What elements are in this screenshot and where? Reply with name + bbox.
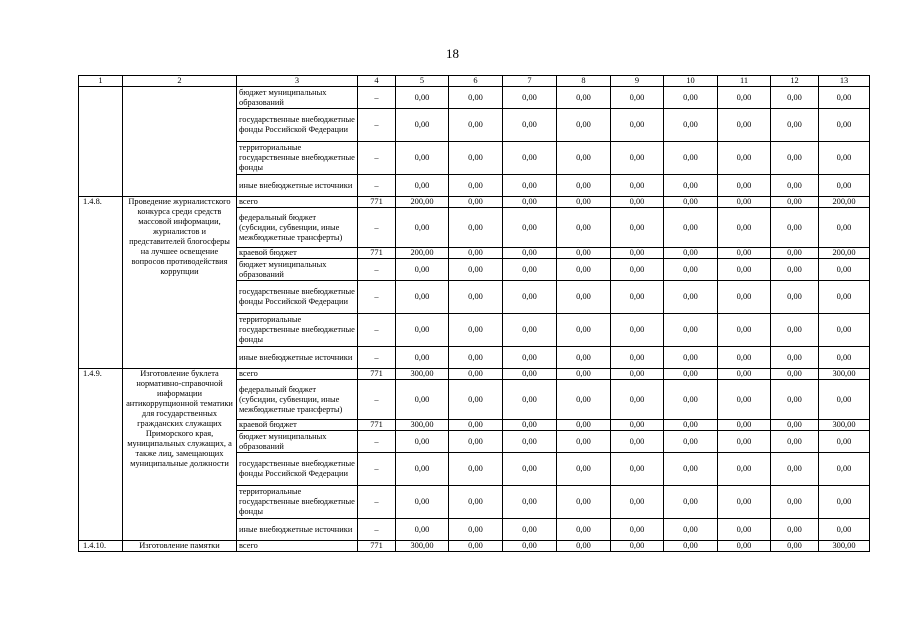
value-cell: 0,00 bbox=[557, 197, 611, 208]
value-cell: 0,00 bbox=[664, 142, 718, 175]
value-cell: 0,00 bbox=[819, 109, 870, 142]
header-cell: 2 bbox=[123, 76, 237, 87]
value-cell: 0,00 bbox=[771, 281, 819, 314]
code-cell: – bbox=[358, 519, 396, 541]
value-cell: 0,00 bbox=[611, 109, 664, 142]
value-cell: 0,00 bbox=[449, 109, 503, 142]
value-cell: 0,00 bbox=[771, 519, 819, 541]
value-cell: 0,00 bbox=[503, 259, 557, 281]
code-cell: – bbox=[358, 109, 396, 142]
value-cell: 0,00 bbox=[718, 420, 771, 431]
value-cell: 0,00 bbox=[664, 369, 718, 380]
value-cell: 0,00 bbox=[771, 248, 819, 259]
value-cell: 0,00 bbox=[557, 109, 611, 142]
value-cell: 200,00 bbox=[396, 197, 449, 208]
value-cell: 0,00 bbox=[664, 281, 718, 314]
value-cell: 0,00 bbox=[557, 369, 611, 380]
value-cell: 0,00 bbox=[819, 87, 870, 109]
value-cell: 0,00 bbox=[557, 541, 611, 552]
value-cell: 0,00 bbox=[449, 486, 503, 519]
funding-source-cell: федеральный бюджет (субсидии, субвенции, иные межбюджетные трансферты) bbox=[237, 208, 358, 248]
code-cell: – bbox=[358, 281, 396, 314]
code-cell: – bbox=[358, 431, 396, 453]
code-cell: – bbox=[358, 314, 396, 347]
value-cell: 300,00 bbox=[396, 541, 449, 552]
value-cell: 0,00 bbox=[396, 281, 449, 314]
value-cell: 0,00 bbox=[718, 453, 771, 486]
code-cell: – bbox=[358, 486, 396, 519]
header-row bbox=[79, 76, 870, 87]
value-cell: 0,00 bbox=[449, 87, 503, 109]
value-cell: 0,00 bbox=[611, 453, 664, 486]
value-cell: 0,00 bbox=[718, 142, 771, 175]
value-cell: 0,00 bbox=[718, 369, 771, 380]
value-cell: 0,00 bbox=[396, 208, 449, 248]
value-cell: 0,00 bbox=[771, 197, 819, 208]
value-cell: 0,00 bbox=[819, 431, 870, 453]
funding-source-cell: бюджет муниципальных образований bbox=[237, 431, 358, 453]
value-cell: 0,00 bbox=[557, 87, 611, 109]
funding-source-cell: государственные внебюджетные фонды Российской Федерации bbox=[237, 109, 358, 142]
table-body bbox=[79, 76, 870, 552]
value-cell: 0,00 bbox=[557, 380, 611, 420]
value-cell: 0,00 bbox=[503, 87, 557, 109]
value-cell: 0,00 bbox=[664, 197, 718, 208]
value-cell: 0,00 bbox=[771, 87, 819, 109]
value-cell: 0,00 bbox=[557, 420, 611, 431]
value-cell: 0,00 bbox=[396, 380, 449, 420]
value-cell: 0,00 bbox=[819, 519, 870, 541]
value-cell: 0,00 bbox=[611, 347, 664, 369]
value-cell: 0,00 bbox=[557, 486, 611, 519]
value-cell: 0,00 bbox=[449, 197, 503, 208]
value-cell: 0,00 bbox=[503, 142, 557, 175]
header-cell: 5 bbox=[396, 76, 449, 87]
value-cell: 0,00 bbox=[771, 142, 819, 175]
code-cell: 771 bbox=[358, 420, 396, 431]
funding-source-cell: всего bbox=[237, 369, 358, 380]
funding-source-cell: территориальные государственные внебюджетные фонды bbox=[237, 486, 358, 519]
funding-source-cell: территориальные государственные внебюджетные фонды bbox=[237, 314, 358, 347]
value-cell: 0,00 bbox=[557, 314, 611, 347]
value-cell: 0,00 bbox=[557, 248, 611, 259]
table-row bbox=[79, 197, 870, 208]
header-cell: 11 bbox=[718, 76, 771, 87]
value-cell: 0,00 bbox=[557, 519, 611, 541]
value-cell: 0,00 bbox=[449, 248, 503, 259]
funding-source-cell: краевой бюджет bbox=[237, 248, 358, 259]
value-cell: 0,00 bbox=[611, 486, 664, 519]
value-cell: 0,00 bbox=[611, 431, 664, 453]
value-cell: 0,00 bbox=[718, 347, 771, 369]
code-cell: – bbox=[358, 453, 396, 486]
value-cell: 0,00 bbox=[396, 142, 449, 175]
value-cell: 0,00 bbox=[718, 281, 771, 314]
value-cell: 0,00 bbox=[449, 380, 503, 420]
value-cell: 0,00 bbox=[819, 281, 870, 314]
value-cell: 0,00 bbox=[664, 541, 718, 552]
header-cell: 8 bbox=[557, 76, 611, 87]
value-cell: 0,00 bbox=[396, 519, 449, 541]
code-cell: 771 bbox=[358, 541, 396, 552]
funding-source-cell: всего bbox=[237, 197, 358, 208]
funding-source-cell: бюджет муниципальных образований bbox=[237, 87, 358, 109]
value-cell: 0,00 bbox=[819, 347, 870, 369]
item-name-cell: Проведение журналистского конкурса среди средств массовой информации, журналистов и представителей блогосферы на лучшее освещение вопросов противодействия коррупции bbox=[123, 197, 237, 369]
code-cell: 771 bbox=[358, 248, 396, 259]
value-cell: 0,00 bbox=[503, 380, 557, 420]
header-cell: 6 bbox=[449, 76, 503, 87]
value-cell: 0,00 bbox=[664, 431, 718, 453]
value-cell: 0,00 bbox=[611, 87, 664, 109]
value-cell: 0,00 bbox=[611, 197, 664, 208]
value-cell: 0,00 bbox=[771, 369, 819, 380]
value-cell: 0,00 bbox=[449, 314, 503, 347]
value-cell: 0,00 bbox=[664, 259, 718, 281]
value-cell: 0,00 bbox=[718, 380, 771, 420]
value-cell: 0,00 bbox=[819, 208, 870, 248]
code-cell: – bbox=[358, 175, 396, 197]
value-cell: 0,00 bbox=[718, 314, 771, 347]
value-cell: 0,00 bbox=[449, 142, 503, 175]
value-cell: 0,00 bbox=[449, 453, 503, 486]
value-cell: 0,00 bbox=[503, 109, 557, 142]
value-cell: 0,00 bbox=[396, 87, 449, 109]
code-cell: – bbox=[358, 87, 396, 109]
value-cell: 0,00 bbox=[771, 259, 819, 281]
value-cell: 0,00 bbox=[503, 453, 557, 486]
funding-source-cell: иные внебюджетные источники bbox=[237, 347, 358, 369]
value-cell: 0,00 bbox=[503, 248, 557, 259]
item-number-cell: 1.4.8. bbox=[79, 197, 123, 369]
value-cell: 0,00 bbox=[449, 175, 503, 197]
value-cell: 0,00 bbox=[718, 175, 771, 197]
value-cell: 0,00 bbox=[664, 314, 718, 347]
value-cell: 0,00 bbox=[771, 175, 819, 197]
budget-table bbox=[78, 75, 870, 552]
value-cell: 300,00 bbox=[819, 420, 870, 431]
value-cell: 300,00 bbox=[819, 369, 870, 380]
value-cell: 0,00 bbox=[664, 380, 718, 420]
header-cell: 7 bbox=[503, 76, 557, 87]
value-cell: 0,00 bbox=[718, 248, 771, 259]
value-cell: 0,00 bbox=[664, 453, 718, 486]
value-cell: 0,00 bbox=[771, 420, 819, 431]
code-cell: 771 bbox=[358, 197, 396, 208]
code-cell: – bbox=[358, 347, 396, 369]
table-row bbox=[79, 87, 870, 109]
code-cell: – bbox=[358, 259, 396, 281]
value-cell: 0,00 bbox=[449, 281, 503, 314]
code-cell: – bbox=[358, 142, 396, 175]
page-number: 18 bbox=[446, 46, 459, 61]
value-cell: 200,00 bbox=[396, 248, 449, 259]
value-cell: 0,00 bbox=[449, 259, 503, 281]
code-cell: 771 bbox=[358, 369, 396, 380]
header-cell: 1 bbox=[79, 76, 123, 87]
value-cell: 0,00 bbox=[503, 431, 557, 453]
value-cell: 0,00 bbox=[396, 486, 449, 519]
value-cell: 0,00 bbox=[449, 541, 503, 552]
item-name-cell bbox=[123, 87, 237, 197]
value-cell: 0,00 bbox=[449, 431, 503, 453]
value-cell: 300,00 bbox=[396, 420, 449, 431]
value-cell: 0,00 bbox=[503, 369, 557, 380]
value-cell: 0,00 bbox=[771, 347, 819, 369]
value-cell: 200,00 bbox=[819, 197, 870, 208]
value-cell: 0,00 bbox=[771, 541, 819, 552]
value-cell: 0,00 bbox=[718, 486, 771, 519]
value-cell: 0,00 bbox=[503, 281, 557, 314]
item-name-cell: Изготовление буклета нормативно-справочной информации антикоррупционной тематики для государственных гражданских служащих Приморского края, муниципальных служащих, а также лиц, замещающих муниципальные должности bbox=[123, 369, 237, 541]
value-cell: 0,00 bbox=[503, 420, 557, 431]
value-cell: 0,00 bbox=[718, 259, 771, 281]
table-row bbox=[79, 369, 870, 380]
header-cell: 10 bbox=[664, 76, 718, 87]
value-cell: 0,00 bbox=[771, 380, 819, 420]
value-cell: 0,00 bbox=[503, 486, 557, 519]
value-cell: 0,00 bbox=[557, 453, 611, 486]
value-cell: 0,00 bbox=[611, 259, 664, 281]
value-cell: 0,00 bbox=[611, 380, 664, 420]
value-cell: 0,00 bbox=[396, 314, 449, 347]
funding-source-cell: всего bbox=[237, 541, 358, 552]
value-cell: 0,00 bbox=[664, 420, 718, 431]
value-cell: 0,00 bbox=[664, 347, 718, 369]
value-cell: 0,00 bbox=[664, 519, 718, 541]
value-cell: 0,00 bbox=[449, 420, 503, 431]
value-cell: 0,00 bbox=[503, 197, 557, 208]
value-cell: 0,00 bbox=[503, 314, 557, 347]
value-cell: 0,00 bbox=[557, 175, 611, 197]
header-cell: 4 bbox=[358, 76, 396, 87]
value-cell: 0,00 bbox=[611, 142, 664, 175]
value-cell: 0,00 bbox=[819, 175, 870, 197]
value-cell: 0,00 bbox=[396, 175, 449, 197]
value-cell: 0,00 bbox=[718, 109, 771, 142]
value-cell: 0,00 bbox=[771, 453, 819, 486]
value-cell: 0,00 bbox=[557, 347, 611, 369]
value-cell: 0,00 bbox=[611, 175, 664, 197]
value-cell: 0,00 bbox=[396, 347, 449, 369]
value-cell: 0,00 bbox=[449, 369, 503, 380]
code-cell: – bbox=[358, 380, 396, 420]
funding-source-cell: краевой бюджет bbox=[237, 420, 358, 431]
item-name-cell: Изготовление памятки bbox=[123, 541, 237, 552]
item-number-cell bbox=[79, 87, 123, 197]
value-cell: 0,00 bbox=[664, 175, 718, 197]
value-cell: 0,00 bbox=[819, 453, 870, 486]
value-cell: 0,00 bbox=[718, 519, 771, 541]
value-cell: 0,00 bbox=[819, 314, 870, 347]
value-cell: 0,00 bbox=[449, 208, 503, 248]
value-cell: 0,00 bbox=[771, 208, 819, 248]
value-cell: 0,00 bbox=[611, 420, 664, 431]
value-cell: 0,00 bbox=[396, 259, 449, 281]
value-cell: 0,00 bbox=[771, 431, 819, 453]
value-cell: 0,00 bbox=[718, 197, 771, 208]
funding-source-cell: государственные внебюджетные фонды Российской Федерации bbox=[237, 453, 358, 486]
value-cell: 0,00 bbox=[664, 109, 718, 142]
value-cell: 0,00 bbox=[718, 431, 771, 453]
table-row bbox=[79, 541, 870, 552]
funding-source-cell: бюджет муниципальных образований bbox=[237, 259, 358, 281]
value-cell: 0,00 bbox=[396, 431, 449, 453]
value-cell: 0,00 bbox=[557, 431, 611, 453]
header-cell: 9 bbox=[611, 76, 664, 87]
value-cell: 0,00 bbox=[503, 175, 557, 197]
value-cell: 0,00 bbox=[449, 347, 503, 369]
value-cell: 0,00 bbox=[819, 380, 870, 420]
value-cell: 0,00 bbox=[611, 314, 664, 347]
value-cell: 0,00 bbox=[819, 259, 870, 281]
value-cell: 0,00 bbox=[396, 453, 449, 486]
value-cell: 0,00 bbox=[718, 541, 771, 552]
header-cell: 13 bbox=[819, 76, 870, 87]
value-cell: 0,00 bbox=[664, 87, 718, 109]
header-cell: 12 bbox=[771, 76, 819, 87]
funding-source-cell: территориальные государственные внебюджетные фонды bbox=[237, 142, 358, 175]
value-cell: 200,00 bbox=[819, 248, 870, 259]
value-cell: 0,00 bbox=[664, 486, 718, 519]
value-cell: 0,00 bbox=[557, 208, 611, 248]
value-cell: 0,00 bbox=[611, 541, 664, 552]
value-cell: 0,00 bbox=[718, 208, 771, 248]
code-cell: – bbox=[358, 208, 396, 248]
value-cell: 0,00 bbox=[819, 486, 870, 519]
value-cell: 0,00 bbox=[771, 109, 819, 142]
value-cell: 0,00 bbox=[611, 208, 664, 248]
value-cell: 0,00 bbox=[449, 519, 503, 541]
funding-source-cell: иные внебюджетные источники bbox=[237, 175, 358, 197]
item-number-cell: 1.4.10. bbox=[79, 541, 123, 552]
value-cell: 0,00 bbox=[664, 248, 718, 259]
value-cell: 0,00 bbox=[718, 87, 771, 109]
value-cell: 0,00 bbox=[771, 314, 819, 347]
funding-source-cell: федеральный бюджет (субсидии, субвенции, иные межбюджетные трансферты) bbox=[237, 380, 358, 420]
value-cell: 0,00 bbox=[503, 347, 557, 369]
value-cell: 0,00 bbox=[503, 541, 557, 552]
funding-source-cell: государственные внебюджетные фонды Российской Федерации bbox=[237, 281, 358, 314]
funding-source-cell: иные внебюджетные источники bbox=[237, 519, 358, 541]
value-cell: 300,00 bbox=[819, 541, 870, 552]
value-cell: 0,00 bbox=[664, 208, 718, 248]
value-cell: 0,00 bbox=[611, 369, 664, 380]
item-number-cell: 1.4.9. bbox=[79, 369, 123, 541]
value-cell: 0,00 bbox=[771, 486, 819, 519]
value-cell: 0,00 bbox=[503, 519, 557, 541]
value-cell: 0,00 bbox=[503, 208, 557, 248]
value-cell: 0,00 bbox=[611, 519, 664, 541]
value-cell: 300,00 bbox=[396, 369, 449, 380]
value-cell: 0,00 bbox=[611, 248, 664, 259]
value-cell: 0,00 bbox=[396, 109, 449, 142]
value-cell: 0,00 bbox=[557, 142, 611, 175]
value-cell: 0,00 bbox=[819, 142, 870, 175]
value-cell: 0,00 bbox=[557, 281, 611, 314]
header-cell: 3 bbox=[237, 76, 358, 87]
value-cell: 0,00 bbox=[557, 259, 611, 281]
value-cell: 0,00 bbox=[611, 281, 664, 314]
